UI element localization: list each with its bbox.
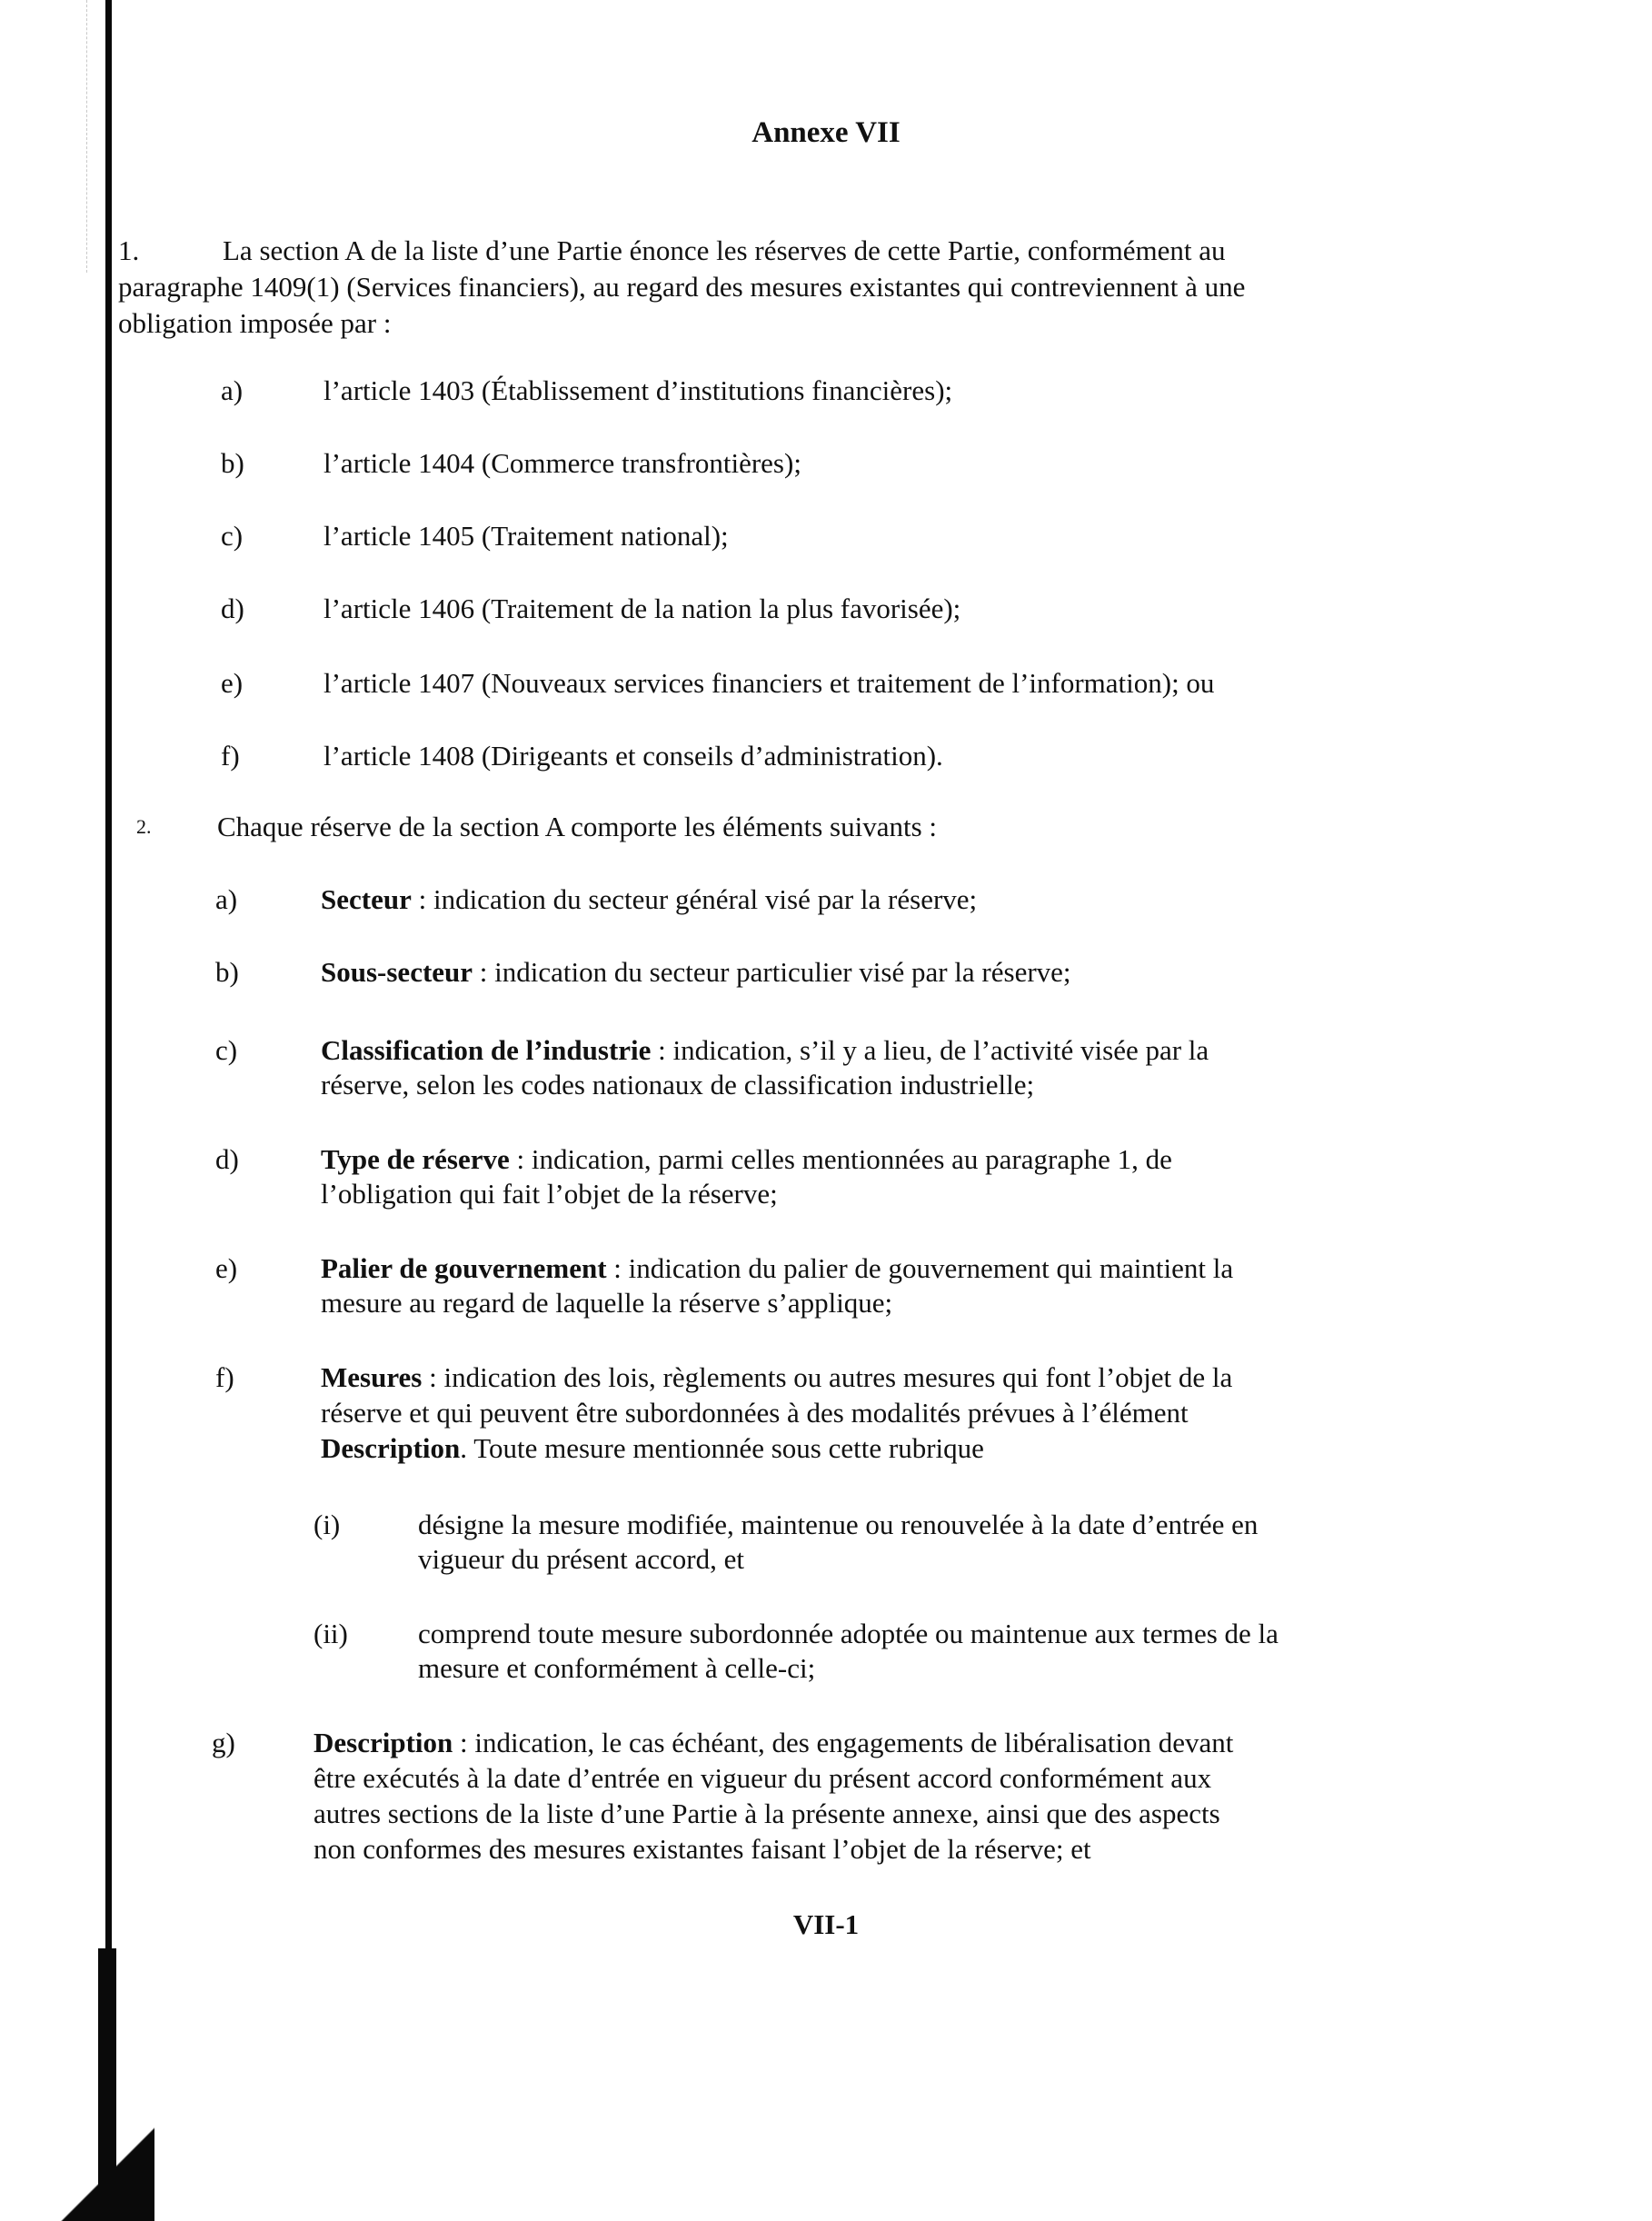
item-text: : indication du secteur général visé par la réserve; <box>411 883 978 915</box>
item-label: e) <box>215 1252 238 1284</box>
item-term: Description <box>313 1727 453 1758</box>
item-text: : indication du palier de gouvernement qui maintient la <box>606 1252 1234 1284</box>
item-text: : indication des lois, règlements ou autres mesures qui font l’objet de la <box>422 1361 1233 1393</box>
paragraph-line: La section A de la liste d’une Partie énonce les réserves de cette Partie, conformément au <box>223 234 1226 266</box>
item-text: comprend toute mesure subordonnée adoptée ou maintenue aux termes de la <box>418 1618 1279 1649</box>
paragraph-number: 2. <box>136 815 152 838</box>
item-term: Description <box>321 1432 461 1464</box>
item-label: b) <box>221 447 244 479</box>
item-text: l’article 1404 (Commerce transfrontières); <box>323 447 801 479</box>
item-label: g) <box>212 1727 235 1758</box>
item-text: : indication, le cas échéant, des engagements de libéralisation devant <box>453 1727 1234 1758</box>
item-label: c) <box>215 1034 238 1066</box>
item-text: . Toute mesure mentionnée sous cette rubrique <box>460 1432 984 1464</box>
item-term: Secteur <box>321 883 412 915</box>
item-term: Palier de gouvernement <box>321 1252 607 1284</box>
item-text: non conformes des mesures existantes faisant l’objet de la réserve; et <box>313 1833 1091 1865</box>
item-label: c) <box>221 520 244 552</box>
page-number: VII-1 <box>792 1908 860 1940</box>
item-label: e) <box>221 667 244 699</box>
item-text: réserve et qui peuvent être subordonnées à des modalités prévues à l’élément <box>321 1397 1189 1429</box>
item-label: f) <box>221 740 240 772</box>
paragraph-line: paragraphe 1409(1) (Services financiers), au regard des mesures existantes qui contreviennent à une <box>118 271 1246 303</box>
item-term: Sous-secteur <box>321 956 473 988</box>
item-text: : indication, s’il y a lieu, de l’activité visée par la <box>651 1034 1209 1066</box>
item-text: l’article 1408 (Dirigeants et conseils d’administration). <box>323 740 943 772</box>
page-title: Annexe VII <box>751 116 901 149</box>
item-text: mesure au regard de laquelle la réserve s’applique; <box>321 1287 893 1319</box>
item-text: être exécutés à la date d’entrée en vigueur du présent accord conformément aux <box>313 1762 1212 1794</box>
item-text: désigne la mesure modifiée, maintenue ou renouvelée à la date d’entrée en <box>418 1509 1259 1540</box>
item-label: d) <box>221 593 244 624</box>
item-text: : indication, parmi celles mentionnées au paragraphe 1, de <box>509 1143 1172 1175</box>
item-text: réserve, selon les codes nationaux de classification industrielle; <box>321 1069 1035 1101</box>
scan-binding-corner <box>55 2112 154 2221</box>
item-term: Classification de l’industrie <box>321 1034 652 1066</box>
paragraph-line: Chaque réserve de la section A comporte les éléments suivants : <box>217 811 937 842</box>
paragraph-line: obligation imposée par : <box>118 307 392 339</box>
item-term: Mesures <box>321 1361 423 1393</box>
item-text: l’obligation qui fait l’objet de la réserve; <box>321 1178 778 1210</box>
item-text: vigueur du présent accord, et <box>418 1543 744 1575</box>
item-label: a) <box>215 883 238 915</box>
item-text: l’article 1403 (Établissement d’institutions financières); <box>323 374 953 406</box>
item-label: (ii) <box>313 1618 348 1649</box>
item-text: mesure et conformément à celle-ci; <box>418 1652 816 1684</box>
item-text: l’article 1407 (Nouveaux services financiers et traitement de l’information); ou <box>323 667 1215 699</box>
item-label: (i) <box>313 1509 341 1540</box>
item-term: Type de réserve <box>321 1143 510 1175</box>
scan-binding-edge <box>105 0 112 2221</box>
item-label: a) <box>221 374 244 406</box>
item-label: f) <box>215 1361 234 1393</box>
item-label: d) <box>215 1143 239 1175</box>
item-text: autres sections de la liste d’une Partie à la présente annexe, ainsi que des aspects <box>313 1798 1220 1829</box>
item-text: l’article 1405 (Traitement national); <box>323 520 729 552</box>
item-text: : indication du secteur particulier visé par la réserve; <box>473 956 1071 988</box>
item-label: b) <box>215 956 239 988</box>
paragraph-number: 1. <box>118 234 140 266</box>
item-text: l’article 1406 (Traitement de la nation la plus favorisée); <box>323 593 961 624</box>
